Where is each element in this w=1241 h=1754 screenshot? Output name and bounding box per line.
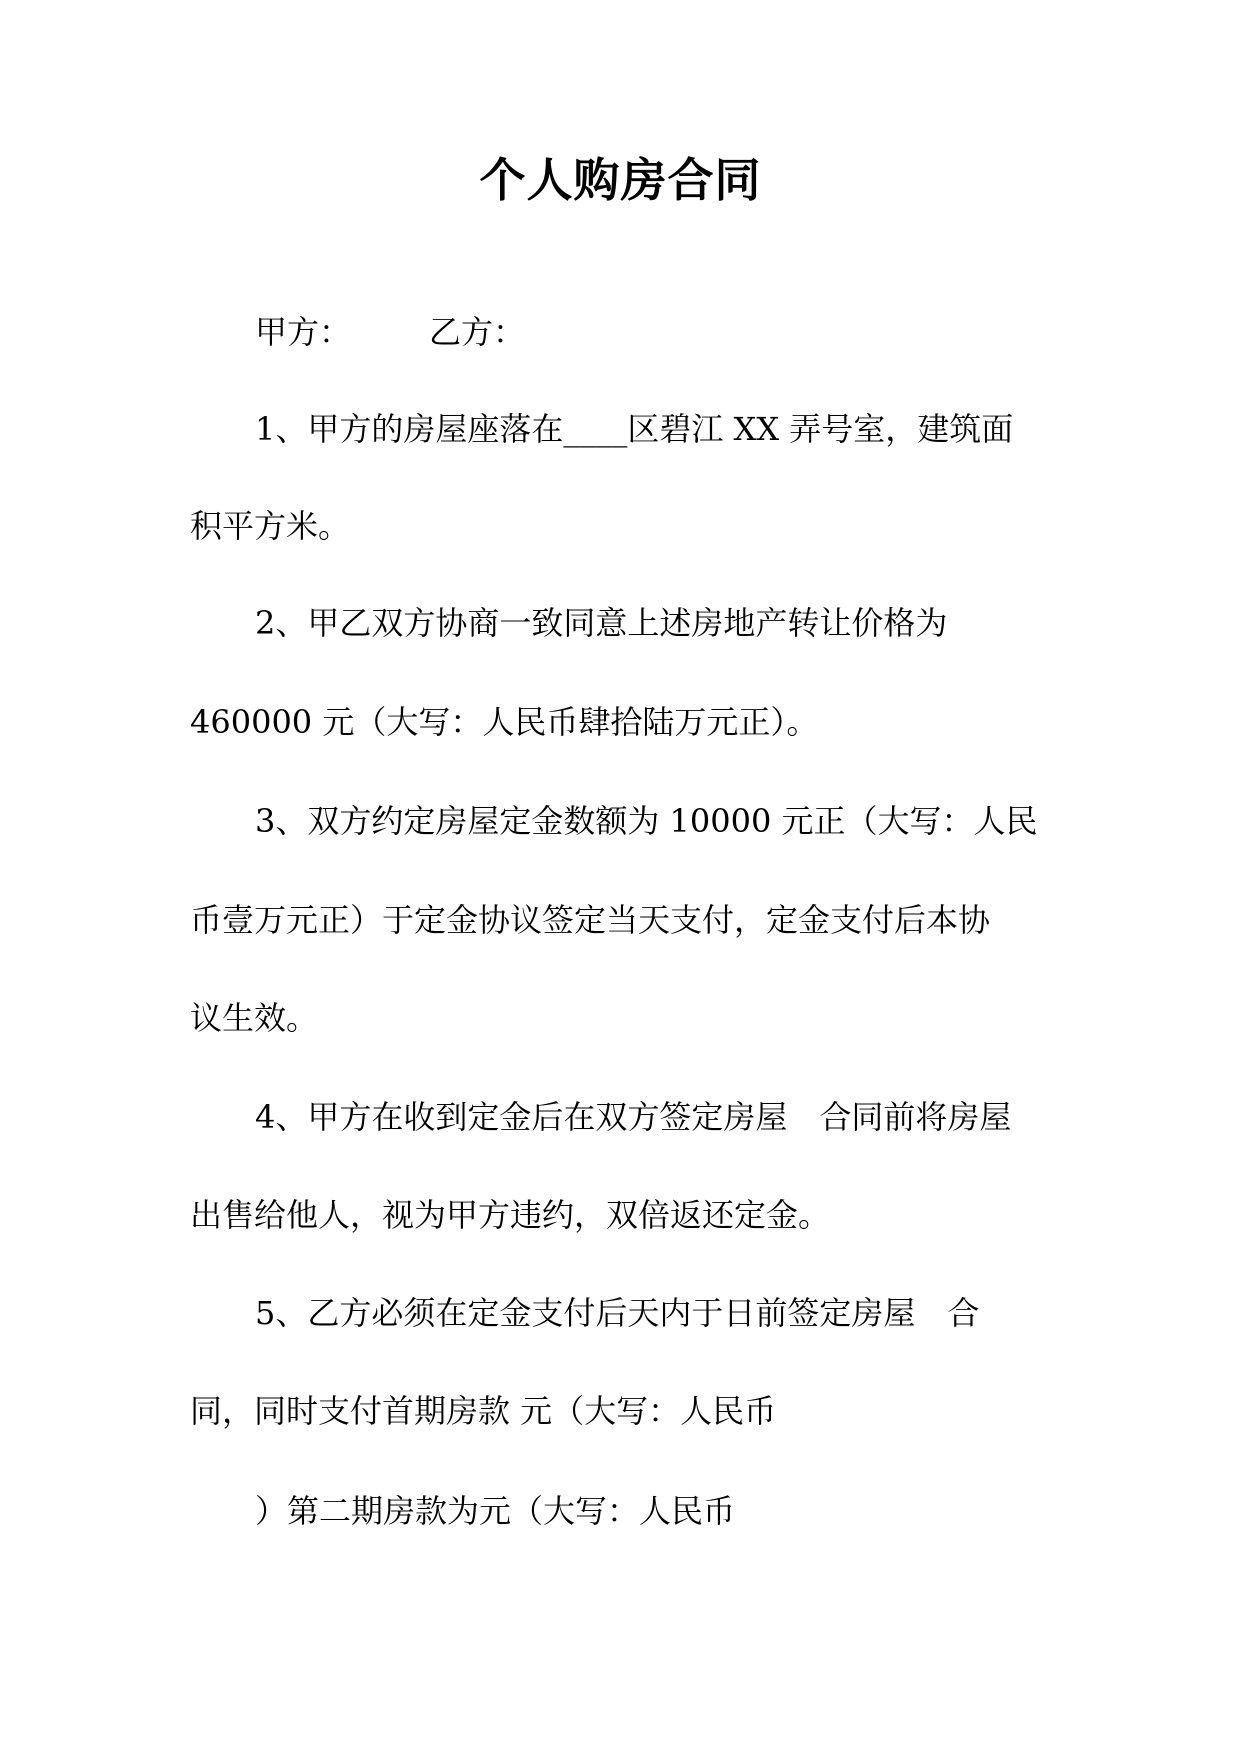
- parties-line: [255, 312, 525, 352]
- clause-3-line-2: 币壹万元正）于定金协议签定当天支付，定金支付后本协: [190, 901, 991, 939]
- party-b-label: 乙方：: [429, 313, 526, 351]
- clause-5-line-1: 5、乙方必须在定金支付后天内于日前签定房屋 合: [255, 1294, 980, 1332]
- clause-1-line-2: 积平方米。: [190, 507, 351, 545]
- clause-1-line-1: 1、甲方的房屋座落在____区碧江 XX 弄号室，建筑面: [255, 410, 1014, 448]
- clause-4-line-2: 出售给他人，视为甲方违约，双倍返还定金。: [190, 1196, 831, 1234]
- clause-5-line-2: 同，同时支付首期房款 元（大写：人民币: [190, 1392, 777, 1430]
- clause-5-line-3: ）第二期房款为元（大写：人民币: [255, 1492, 736, 1530]
- clause-4-line-1: 4、甲方在收到定金后在双方签定房屋 合同前将房屋: [255, 1098, 1012, 1136]
- clause-3-line-1: 3、双方约定房屋定金数额为 10000 元正（大写：人民: [255, 802, 1038, 840]
- clause-3-line-3: 议生效。: [190, 999, 319, 1037]
- document-title: 个人购房合同: [479, 153, 762, 207]
- party-a-label: 甲方：: [255, 313, 352, 351]
- clause-2-line-1: 2、甲乙双方协商一致同意上述房地产转让价格为: [255, 604, 948, 642]
- clause-2-line-2: 460000 元（大写：人民币肆拾陆万元正）。: [190, 703, 819, 741]
